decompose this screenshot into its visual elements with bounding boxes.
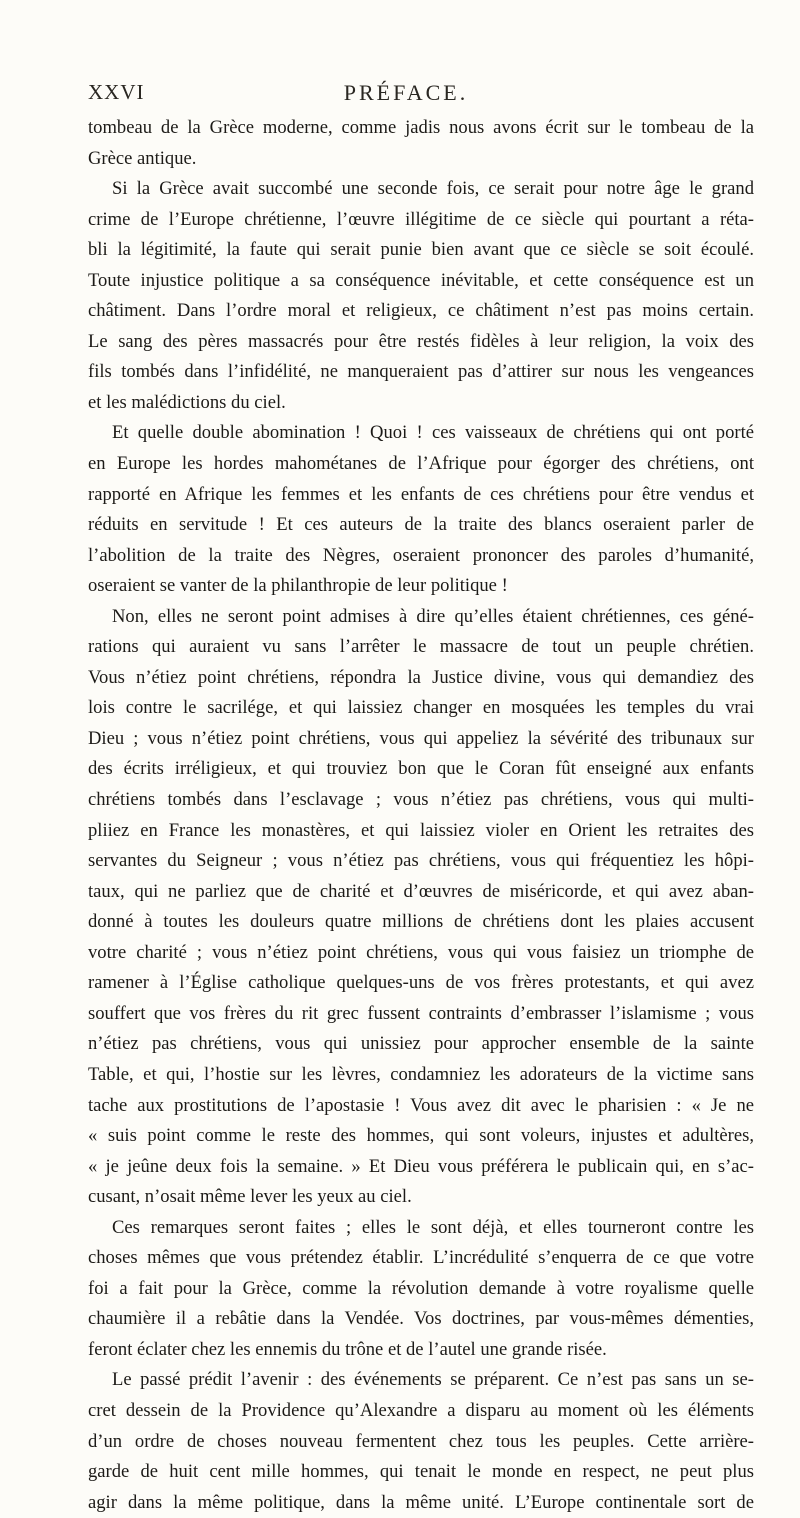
text-line: d’un ordre de choses nouveau fermentent chez tous les peuples. Cette arrière- (88, 1430, 754, 1452)
text-line: Toute injustice politique a sa conséquence inévitable, et cette conséquence est un (88, 269, 754, 291)
text-line: Dieu ; vous n’étiez point chrétiens, vous qui appeliez la sévérité des tribunaux sur (88, 727, 754, 749)
text-line: en Europe les hordes mahométanes de l’Afrique pour égorger des chrétiens, ont (88, 453, 754, 475)
running-title: PRÉFACE. (343, 80, 469, 105)
text-line: « suis point comme le reste des hommes, qui sont voleurs, injustes et adultères, (88, 1125, 754, 1147)
text-line: « je jeûne deux fois la semaine. » Et Dieu vous préférera le publicain qui, en s’ac- (88, 1155, 754, 1177)
text-line: Le passé prédit l’avenir : des événements se préparent. Ce n’est pas sans un se- (112, 1369, 754, 1391)
text-line: Vous n’étiez point chrétiens, répondra la Justice divine, vous qui demandiez des (88, 666, 754, 688)
text-line: fils tombés dans l’infidélité, ne manqueraient pas d’attirer sur nous les vengeances (88, 361, 754, 383)
text-line: Non, elles ne seront point admises à dire qu’elles étaient chrétiennes, ces géné- (112, 605, 754, 627)
text-line: l’abolition de la traite des Nègres, oseraient prononcer des paroles d’humanité, (88, 544, 754, 566)
text-line: ramener à l’Église catholique quelques-uns de vos frères protestants, et qui avez (88, 972, 754, 994)
text-line: taux, qui ne parliez que de charité et d’œuvres de miséricorde, et qui avez aban- (88, 880, 754, 902)
text-line: chrétiens tombés dans l’esclavage ; vous n’étiez pas chrétiens, vous qui multi- (88, 789, 754, 811)
text-line: crime de l’Europe chrétienne, l’œuvre illégitime de ce siècle qui pourtant a réta- (88, 208, 754, 230)
text-line: choses mêmes que vous prétendez établir. L’incrédulité s’enquerra de ce que votre (88, 1247, 754, 1269)
text-line: Et quelle double abomination ! Quoi ! ces vaisseaux de chrétiens qui ont porté (112, 422, 754, 444)
text-line: rapporté en Afrique les femmes et les enfants de ces chrétiens pour être vendus et (88, 483, 754, 505)
text-line: cret dessein de la Providence qu’Alexandre a disparu au moment où les éléments (88, 1399, 754, 1421)
text-line: Grèce antique. (88, 147, 197, 169)
text-line: n’étiez pas chrétiens, vous qui unissiez pour approcher ensemble de la sainte (88, 1033, 754, 1055)
text-line: Ces remarques seront faites ; elles le sont déjà, et elles tourneront contre les (112, 1216, 754, 1238)
text-line: servantes du Seigneur ; vous n’étiez pas chrétiens, vous qui fréquentiez les hôpi- (88, 850, 754, 872)
text-line: pliiez en France les monastères, et qui laissiez violer en Orient les retraites des (88, 819, 754, 841)
text-line: donné à toutes les douleurs quatre millions de chrétiens dont les plaies accusent (88, 911, 754, 933)
text-line: lois contre le sacrilége, et qui laissiez changer en mosquées les temples du vrai (88, 697, 754, 719)
text-line: feront éclater chez les ennemis du trône et de l’autel une grande risée. (88, 1338, 607, 1360)
text-line: Table, et qui, l’hostie sur les lèvres, condamniez les adorateurs de la victime sans (88, 1063, 754, 1085)
text-line: des écrits irréligieux, et qui trouviez bon que le Coran fût enseigné aux enfants (88, 758, 754, 780)
page-number: XXVI (88, 80, 145, 104)
text-line: cusant, n’osait même lever les yeux au ciel. (88, 1186, 412, 1208)
text-line: agir dans la même politique, dans la même unité. L’Europe continentale sort de (88, 1491, 754, 1513)
text-line: oseraient se vanter de la philanthropie de leur politique ! (88, 575, 508, 597)
text-line: Si la Grèce avait succombé une seconde fois, ce serait pour notre âge le grand (112, 178, 754, 200)
text-line: châtiment. Dans l’ordre moral et religieux, ce châtiment n’est pas moins certain. (88, 300, 754, 322)
text-line: bli la légitimité, la faute qui serait punie bien avant que ce siècle se soit écoulé. (88, 239, 754, 261)
text-line: rations qui auraient vu sans l’arrêter le massacre de tout un peuple chrétien. (88, 636, 754, 658)
text-line: tombeau de la Grèce moderne, comme jadis nous avons écrit sur le tombeau de la (88, 117, 754, 138)
text-line: et les malédictions du ciel. (88, 391, 286, 413)
text-line: Le sang des pères massacrés pour être restés fidèles à leur religion, la voix des (88, 330, 754, 352)
text-line: tache aux prostitutions de l’apostasie ! Vous avez dit avec le pharisien : « Je ne (88, 1094, 754, 1116)
text-line: souffert que vos frères du rit grec fussent contraints d’embrasser l’islamisme ; vous (88, 1002, 754, 1024)
running-header (88, 80, 724, 108)
text-line: votre charité ; vous n’étiez point chrétiens, vous qui vous faisiez un triomphe de (88, 941, 754, 963)
text-line: chaumière il a rebâtie dans la Vendée. Vos doctrines, par vous-mêmes démenties, (88, 1308, 754, 1330)
text-line: garde de huit cent mille hommes, qui tenait le monde en respect, ne peut plus (88, 1461, 754, 1483)
text-line: réduits en servitude ! Et ces auteurs de la traite des blancs oseraient parler de (88, 514, 754, 536)
body-text (88, 113, 754, 1518)
text-line: foi a fait pour la Grèce, comme la révolution demande à votre royalisme quelle (88, 1277, 754, 1299)
